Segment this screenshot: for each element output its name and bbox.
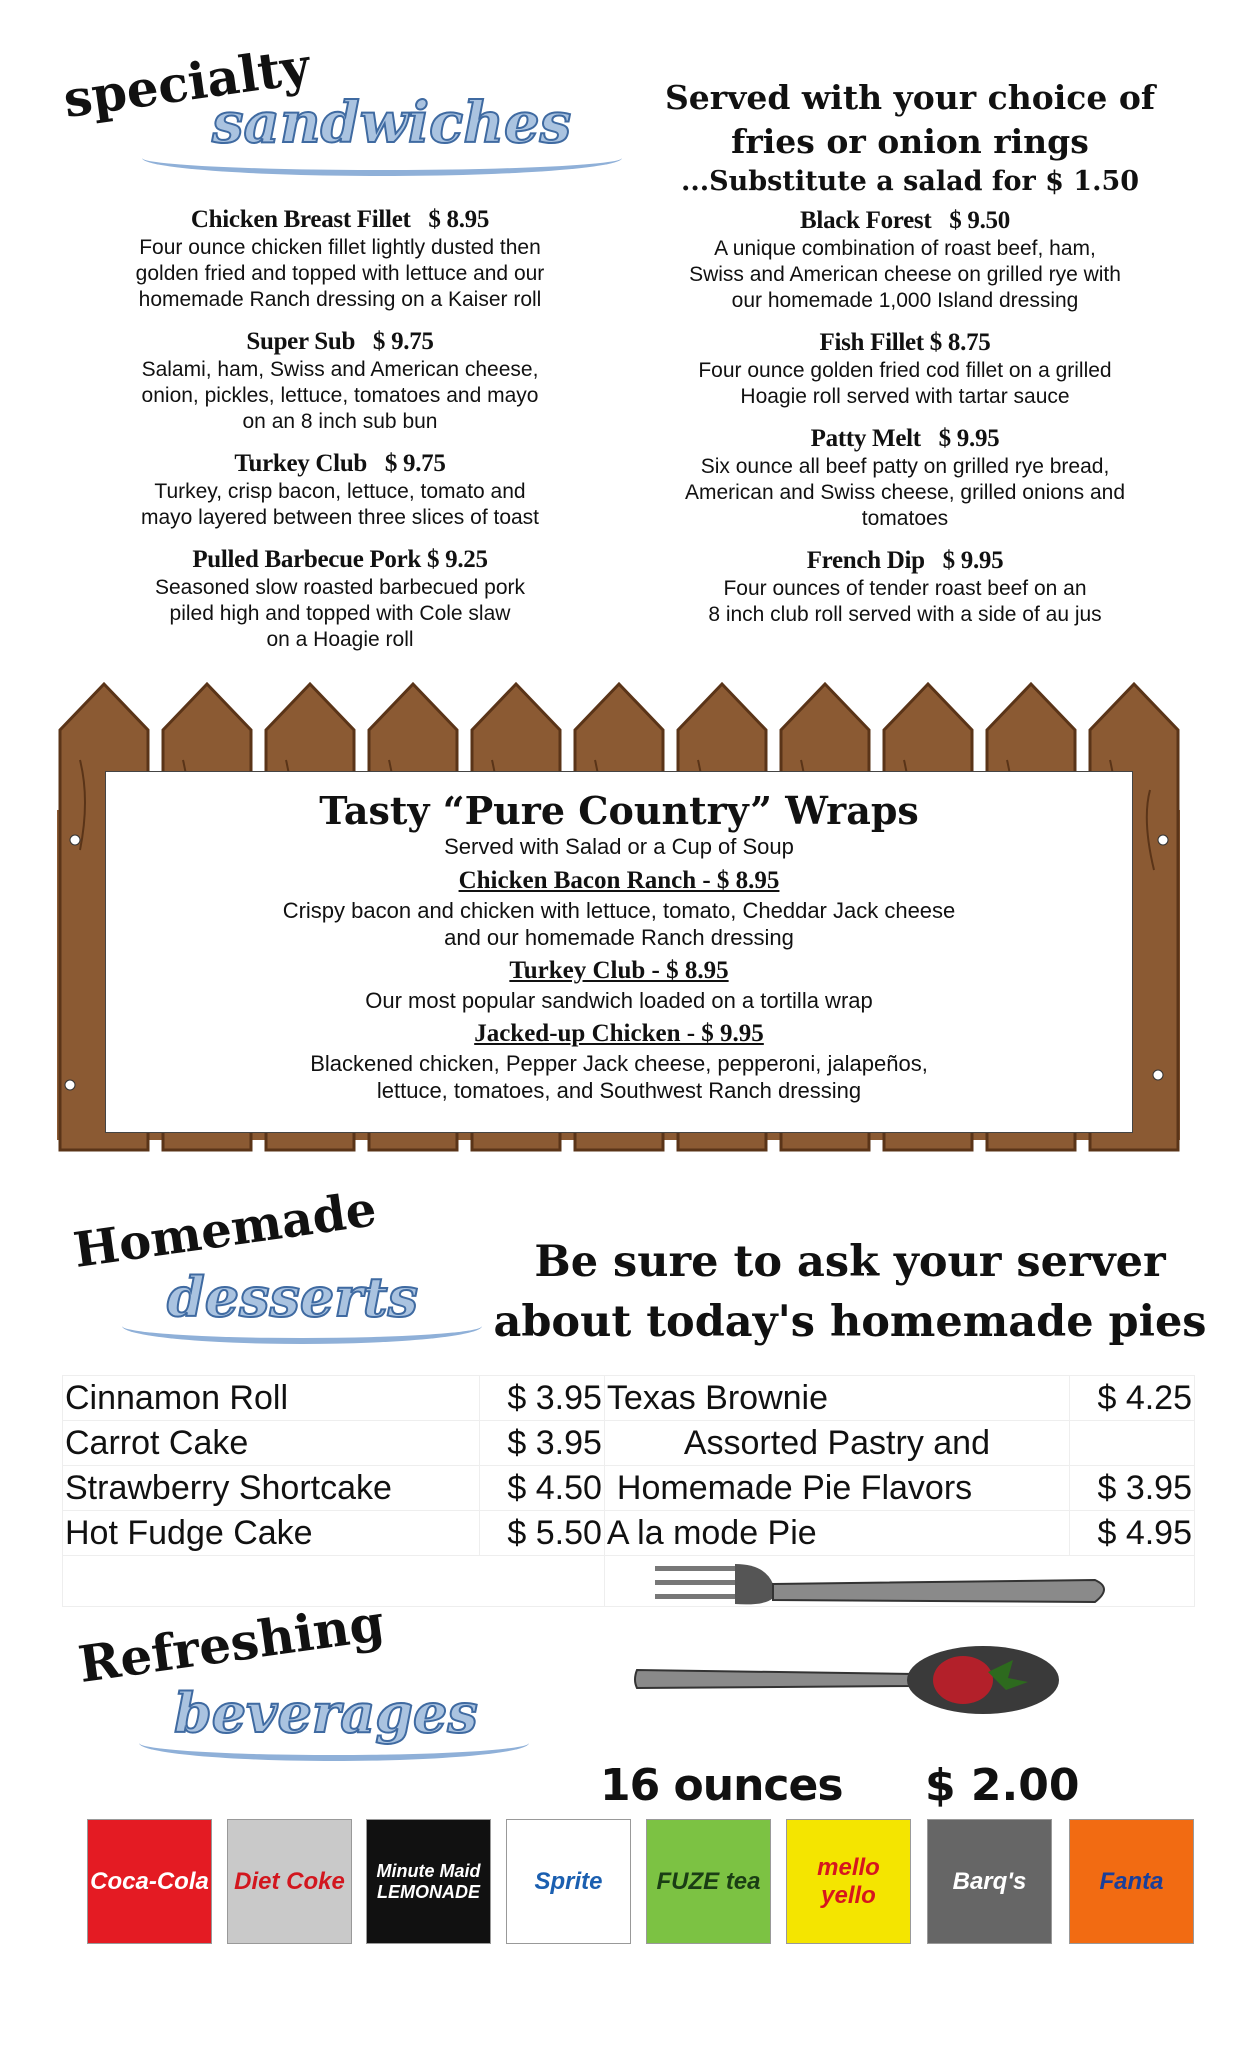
refreshing-title: Refreshing <box>74 1592 388 1694</box>
beverage-price: $ 2.00 <box>925 1760 1080 1811</box>
dessert-price: $ 3.95 <box>479 1421 604 1466</box>
swoosh-decoration <box>142 140 622 176</box>
sandwiches-script: sandwiches <box>212 90 572 156</box>
dessert-price <box>1069 1421 1194 1466</box>
table-row <box>63 1421 1195 1466</box>
sandwich-column-right <box>620 206 1190 642</box>
menu-item <box>620 328 1190 410</box>
item-desc: Four ounce chicken fillet lightly dusted then golden fried and topped with lettuce and our homemade Ranch dressing on a Kaiser roll <box>135 236 545 311</box>
sandwich-column-left <box>60 205 620 667</box>
wraps-subtitle: Served with Salad or a Cup of Soup <box>444 834 794 859</box>
beverage-logo-mello-yello: mello yello <box>786 1819 911 1944</box>
dessert-name: Texas Brownie <box>604 1376 1069 1421</box>
desserts-script: desserts <box>167 1265 419 1329</box>
item-desc: Four ounces of tender roast beef on an 8 inch club roll served with a side of au jus <box>708 577 1102 626</box>
item-title: Black Forest $ 9.50 <box>800 207 1010 234</box>
item-desc: Four ounce golden fried cod fillet on a grilled Hoagie roll served with tartar sauce <box>698 359 1112 408</box>
dessert-price: $ 4.25 <box>1069 1376 1194 1421</box>
homemade-pies-note <box>480 1232 1220 1352</box>
menu-item <box>60 327 620 435</box>
menu-item <box>60 545 620 653</box>
dessert-name: Assorted Pastry and <box>604 1421 1069 1466</box>
wrap-item-name: Jacked-up Chicken - $ 9.95 <box>474 1020 764 1047</box>
wrap-item-desc: Blackened chicken, Pepper Jack cheese, pepperoni, jalapeños, lettuce, tomatoes, and Southwest Ranch dressing <box>310 1051 928 1103</box>
homemade-desserts-logo <box>70 1181 492 1373</box>
beverage-logo-barq-s: Barq's <box>927 1819 1052 1944</box>
menu-item <box>60 449 620 531</box>
dessert-name: Carrot Cake <box>63 1421 480 1466</box>
item-desc: Turkey, crisp bacon, lettuce, tomato and mayo layered between three slices of toast <box>140 480 540 529</box>
fork-icon <box>655 1560 1115 1616</box>
dessert-price: $ 5.50 <box>479 1511 604 1556</box>
specialty-sandwiches-logo <box>59 36 622 200</box>
item-title: Chicken Breast Fillet $ 8.95 <box>190 206 490 233</box>
beverage-logo-fuze-tea: FUZE tea <box>646 1819 771 1944</box>
item-title: Fish Fillet $ 8.75 <box>819 329 991 356</box>
item-title: Patty Melt $ 9.95 <box>810 425 1000 452</box>
menu-item <box>60 205 620 313</box>
served-line-1: Served with your choice of <box>664 78 1156 117</box>
dessert-price: $ 4.50 <box>479 1466 604 1511</box>
nail <box>1158 835 1168 845</box>
wrap-item-desc: Crispy bacon and chicken with lettuce, tomato, Cheddar Jack cheese and our homemade Ranch dressing <box>282 898 956 950</box>
menu-item <box>620 546 1190 628</box>
menu-item <box>620 424 1190 532</box>
item-title: Super Sub $ 9.75 <box>246 328 434 355</box>
substitute-note: ...Substitute a salad for $ 1.50 <box>680 166 1140 197</box>
served-line-2: fries or onion rings <box>731 122 1089 161</box>
beverage-logo-coca-cola: Coca-Cola <box>87 1819 212 1944</box>
specialty-title: specialty <box>59 36 314 129</box>
served-with-note <box>620 76 1200 200</box>
nail <box>70 835 80 845</box>
dessert-price: $ 4.95 <box>1069 1511 1194 1556</box>
item-desc: Six ounce all beef patty on grilled rye bread, American and Swiss cheese, grilled onions and tomatoes <box>684 455 1126 530</box>
beverage-logo-diet-coke: Diet Coke <box>227 1819 352 1944</box>
menu-item <box>620 206 1190 314</box>
item-title: Turkey Club $ 9.75 <box>234 450 446 477</box>
table-row <box>63 1511 1195 1556</box>
item-desc: Seasoned slow roasted barbecued pork piled high and topped with Cole slaw on a Hoagie roll <box>154 576 526 651</box>
beverage-logo-fanta: Fanta <box>1069 1819 1194 1944</box>
item-desc: A unique combination of roast beef, ham, Swiss and American cheese on grilled rye with our homemade 1,000 Island dressing <box>689 237 1121 312</box>
wrap-item-name: Turkey Club - $ 8.95 <box>509 957 729 984</box>
dessert-name: Hot Fudge Cake <box>63 1511 480 1556</box>
wrap-item-desc: Our most popular sandwich loaded on a tortilla wrap <box>365 988 873 1013</box>
beverage-size: 16 ounces <box>600 1760 843 1811</box>
pies-line-2: about today's homemade pies <box>493 1297 1207 1347</box>
beverages-script: beverages <box>174 1681 478 1745</box>
wraps-title: Tasty “Pure Country” Wraps <box>319 788 919 833</box>
nail <box>65 1080 75 1090</box>
dessert-name: A la mode Pie <box>604 1511 1069 1556</box>
beverage-logo-minute-maid-lemonade: Minute Maid LEMONADE <box>366 1819 491 1944</box>
beverage-logo-sprite: Sprite <box>506 1819 631 1944</box>
refreshing-beverages-logo <box>74 1592 539 1795</box>
dessert-name: Cinnamon Roll <box>63 1376 480 1421</box>
item-desc: Salami, ham, Swiss and American cheese, onion, pickles, lettuce, tomatoes and mayo on an 8 inch sub bun <box>141 358 539 433</box>
swoosh-decoration <box>139 1725 529 1761</box>
dessert-name: Strawberry Shortcake <box>63 1466 480 1511</box>
wraps-panel <box>105 771 1133 1133</box>
pies-line-1: Be sure to ask your server <box>534 1237 1166 1287</box>
dessert-price: $ 3.95 <box>1069 1466 1194 1511</box>
nail <box>1153 1070 1163 1080</box>
wrap-item-name: Chicken Bacon Ranch - $ 8.95 <box>458 867 780 894</box>
swoosh-decoration <box>122 1308 482 1344</box>
spoon-with-strawberry-icon <box>633 1642 1063 1718</box>
item-title: French Dip $ 9.95 <box>806 547 1004 574</box>
item-title: Pulled Barbecue Pork $ 9.25 <box>192 546 488 573</box>
dessert-price: $ 3.95 <box>479 1376 604 1421</box>
homemade-title: Homemade <box>70 1181 380 1279</box>
dessert-name: Homemade Pie Flavors <box>604 1466 1069 1511</box>
table-row <box>63 1466 1195 1511</box>
table-row <box>63 1376 1195 1421</box>
